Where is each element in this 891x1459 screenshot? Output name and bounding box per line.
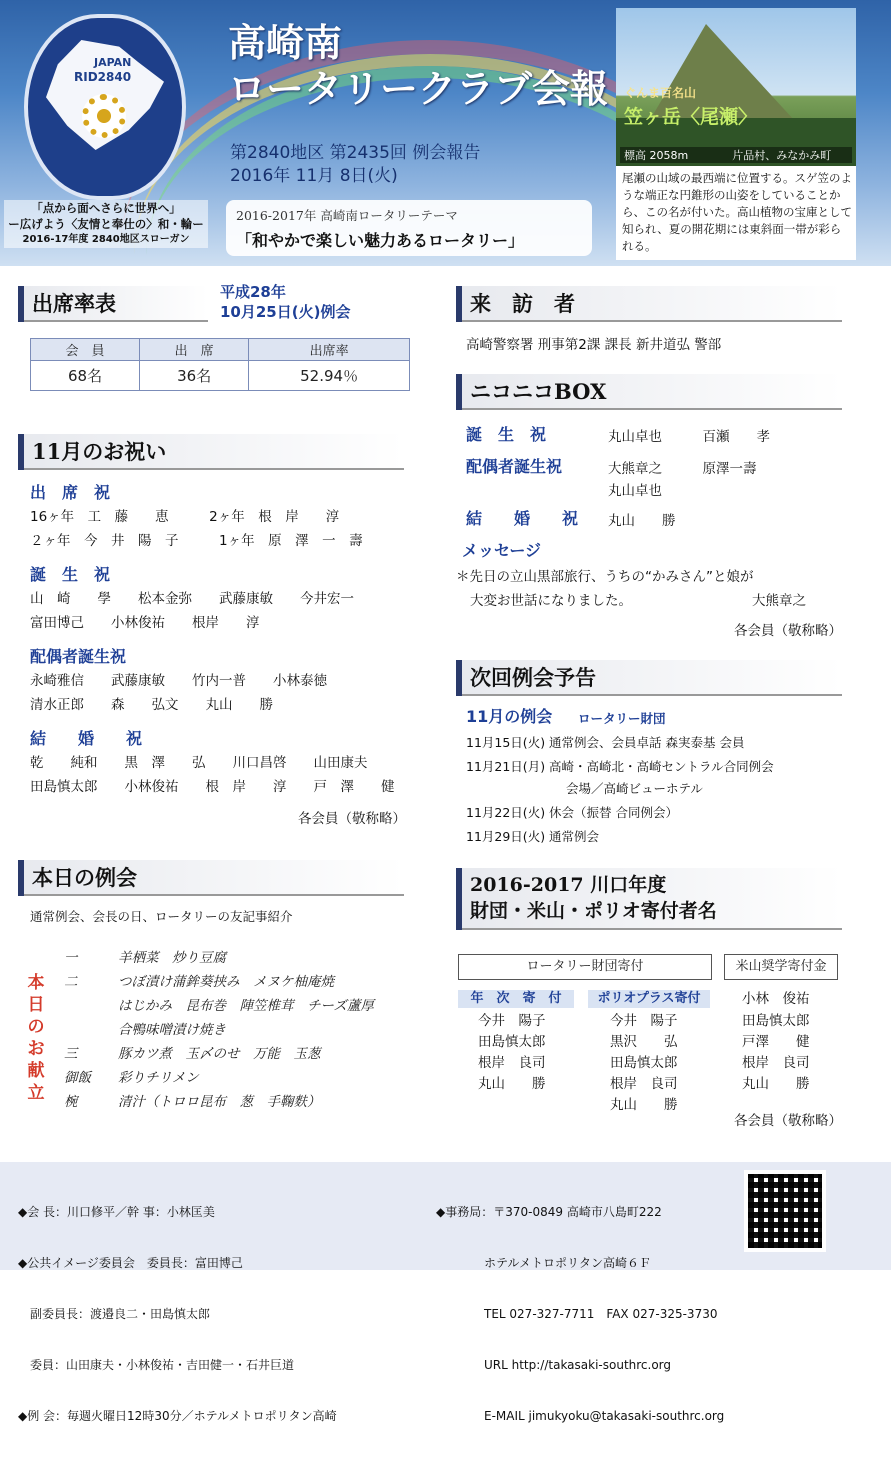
heading-text: 次回例会予告 (470, 665, 596, 690)
table-header-cell: 出席率 (249, 339, 410, 361)
table-cell: 52.94％ (249, 361, 410, 391)
heading-bar (18, 434, 24, 470)
list-item: 丸山卓也 (608, 483, 662, 499)
section-nikoniko-heading (456, 374, 842, 410)
section-today-heading (18, 860, 404, 896)
foundation-box: ロータリー財団寄付 (458, 954, 712, 980)
list-item: 田島慎太郎 (478, 1034, 546, 1050)
section-visitors-heading (456, 286, 842, 322)
heading-text: 11月のお祝い (32, 439, 167, 464)
logo-rid-text: RID2840 (74, 70, 132, 84)
table-row (31, 361, 410, 391)
list-item: 丸山 勝 (478, 1076, 546, 1092)
schedule-item: 11月21日(月) 高崎・高崎北・高崎セントラル合同例会 (466, 759, 774, 774)
meeting-number: 第2840地区 第2435回 例会報告 (230, 143, 481, 163)
list-item: ２ヶ年 今 井 陽 子 1ヶ年 原 澤 一 壽 (30, 533, 363, 549)
list-item: 田島慎太郎 (742, 1013, 810, 1029)
menu-item: 二 つぼ漬け蒲鉾葵挟み メヌケ柚庵焼 (64, 974, 334, 990)
attendance-date-year: 平成28年 (220, 283, 286, 301)
meeting-date: 2016年 11月 8日(火) (230, 166, 398, 186)
qr-code-icon[interactable] (744, 1170, 826, 1252)
footer-officers (18, 1170, 337, 1459)
table-header-cell: 会 員 (31, 339, 140, 361)
schedule-item: 11月22日(火) 休会（振替 合同例会） (466, 805, 679, 820)
list-item: 丸山 勝 (608, 513, 676, 529)
header-banner (0, 0, 891, 266)
list-item: 大熊章之 原澤一壽 (608, 461, 757, 477)
photo-caption: ぐんま百名山 (624, 86, 697, 100)
attendance-date: 10月25日(火)例会 (220, 303, 351, 321)
schedule-item: 会場／高崎ビューホテル (466, 781, 703, 796)
rotary-wheel-icon (82, 94, 126, 138)
heading-bar (18, 286, 24, 322)
meeting-info (230, 142, 480, 188)
mountain-feature (616, 8, 856, 260)
message-text: ＊先日の立山黒部旅行、うちの“かみさん”と娘が (456, 569, 754, 585)
footer-line: ◆事務局：〒370-0849 高崎市八島町222 (436, 1205, 662, 1219)
list-item: 今井 陽子 (610, 1013, 678, 1029)
heading-bar (456, 374, 462, 410)
section-attendance-heading (18, 286, 208, 322)
honorific-note: 各会員（敬称略） (734, 623, 842, 639)
list-item: 根岸 良司 (742, 1055, 810, 1071)
list-item: 根岸 良司 (610, 1076, 678, 1092)
heading-text: 来 訪 者 (470, 291, 575, 316)
footer-line: TEL 027-327-7711 FAX 027-325-3730 (436, 1307, 718, 1321)
footer (0, 1162, 891, 1423)
footer-line: ◆公共イメージ委員会 委員長：富田博己 (18, 1256, 243, 1270)
list-item: 丸山 勝 (742, 1076, 810, 1092)
menu-side-label (26, 972, 46, 1104)
message-title: メッセージ (462, 541, 542, 560)
menu-side-char: 立 (27, 1083, 45, 1103)
next-month-subtitle: ロータリー財団 (578, 711, 666, 726)
list-item: 清水正郎 森 弘文 丸山 勝 (30, 697, 273, 713)
nikoniko-wedding-title: 結 婚 祝 (466, 509, 579, 528)
schedule-item: 11月15日(火) 通常例会、会員卓話 森実泰基 会員 (466, 735, 745, 750)
attendance-celebration-title: 出 席 祝 (30, 483, 111, 502)
today-description: 通常例会、会長の日、ロータリーの友記事紹介 (30, 909, 293, 924)
menu-item: 合鴨味噌漬け焼き (64, 1022, 226, 1038)
nikoniko-spouse-title: 配偶者誕生祝 (466, 457, 563, 476)
title-line: 高崎南 (228, 20, 343, 65)
menu-item: 一 羊栖菜 炒り豆腐 (64, 950, 226, 966)
heading-text: 2016-2017 川口年度 (470, 874, 667, 896)
footer-url[interactable]: URL http://takasaki-southrc.org (436, 1358, 672, 1372)
list-item: 16ヶ年 工 藤 恵 2ヶ年 根 岸 淳 (30, 509, 340, 525)
list-item: 富田博己 小林俊祐 根岸 淳 (30, 615, 260, 631)
section-donors-heading (456, 868, 842, 930)
district-slogan (4, 200, 208, 248)
heading-text: 本日の例会 (32, 865, 137, 890)
mountain-description: 尾瀬の山域の最西端に位置する。スゲ笠のような端正な円錐形の山姿をしていることから、この名が付いた。高山植物の宝庫として知られ、夏の開花期には東斜面一帯が彩られる。 (622, 171, 852, 253)
photo-caption-elevation: 標高 2058m 片品村、みなかみ町 (620, 147, 852, 163)
theme-year: 2016-2017年 高崎南ロータリーテーマ (236, 208, 458, 223)
list-item: 丸山卓也 百瀬 孝 (608, 429, 770, 445)
birthday-title: 誕 生 祝 (30, 565, 111, 584)
list-item: 戸澤 健 (742, 1034, 810, 1050)
honorific-note: 各会員（敬称略） (298, 811, 406, 827)
table-header-cell: 出 席 (140, 339, 249, 361)
list-item: 田島慎太郎 小林俊祐 根 岸 淳 戸 澤 健 (30, 779, 395, 795)
newsletter-title (228, 20, 608, 112)
slogan-line: ー広げよう〈友情と奉仕の〉和・輪ー (8, 217, 204, 231)
section-next-meeting-heading (456, 660, 842, 696)
list-item: 根岸 良司 (478, 1055, 546, 1071)
theme-text: 「和やかで楽しい魅力あるロータリー」 (236, 231, 525, 250)
honorific-note: 各会員（敬称略） (734, 1113, 842, 1129)
message-text: 大変お世話になりました。 (470, 593, 632, 609)
logo-japan-text: JAPAN (94, 56, 132, 69)
footer-line: 副委員長：渡邉良二・田島慎太郎 (18, 1307, 211, 1321)
table-cell: 36名 (140, 361, 249, 391)
list-item: 山 崎 學 松本金弥 武藤康敏 今井宏一 (30, 591, 354, 607)
photo-caption-name: 笠ヶ岳〈尾瀬〉 (624, 106, 758, 128)
footer-email[interactable]: E-MAIL jimukyoku@takasaki-southrc.org (436, 1409, 725, 1423)
yoneyama-box: 米山奨学寄付金 (724, 954, 838, 980)
spouse-birthday-title: 配偶者誕生祝 (30, 647, 127, 666)
menu-item: 三 豚カツ煮 玉〆のせ 万能 玉葱 (64, 1046, 321, 1062)
slogan-line: 「点から面へさらに世界へ」 (31, 201, 181, 215)
slogan-caption: 2016-17年度 2840地区スローガン (22, 234, 190, 245)
table-header-row (31, 339, 410, 361)
menu-item: はじかみ 昆布巻 陣笠椎茸 チーズ蘆厚 (64, 998, 374, 1014)
table-cell: 68名 (31, 361, 140, 391)
nikoniko-birthday-title: 誕 生 祝 (466, 425, 547, 444)
menu-side-char: 本 (27, 973, 45, 993)
schedule-item: 11月29日(火) 通常例会 (466, 829, 600, 844)
annual-label: 年 次 寄 付 (458, 990, 574, 1008)
heading-bar (18, 860, 24, 896)
wedding-title: 結 婚 祝 (30, 729, 143, 748)
footer-line: ◆会 長：川口修平／幹 事：小林匡美 (18, 1205, 215, 1219)
theme-box (226, 200, 592, 256)
menu-side-char: の (27, 1017, 45, 1037)
list-item: 今井 陽子 (478, 1013, 546, 1029)
heading-bar (456, 286, 462, 322)
section-celebrations-heading (18, 434, 404, 470)
list-item: 永崎雅信 武藤康敏 竹内一普 小林泰徳 (30, 673, 327, 689)
footer-line: ホテルメトロポリタン高崎６Ｆ (436, 1256, 652, 1270)
mountain-photo (616, 8, 856, 166)
menu-side-char: 日 (27, 995, 45, 1015)
next-month-title: 11月の例会 (466, 707, 553, 726)
list-item: 乾 純和 黒 澤 弘 川口昌啓 山田康夫 (30, 755, 368, 771)
attendance-table (30, 338, 410, 391)
list-item: 黒沢 弘 (610, 1034, 678, 1050)
footer-line: 委員：山田康夫・小林俊祐・吉田健一・石井巨道 (18, 1358, 295, 1372)
heading-bar (456, 660, 462, 696)
list-item: 小林 俊祐 (742, 991, 810, 1007)
menu-side-char: お (27, 1039, 45, 1059)
heading-bar (456, 868, 462, 930)
heading-text: 出席率表 (32, 291, 116, 316)
visitor-text: 高崎警察署 刑事第2課 課長 新井道弘 警部 (466, 337, 722, 353)
title-line: ロータリークラブ会報 (228, 66, 609, 111)
footer-contact (436, 1170, 724, 1459)
list-item: 丸山 勝 (610, 1097, 678, 1113)
club-logo (24, 14, 186, 200)
message-signature: 大熊章之 (752, 593, 806, 609)
menu-item: 御飯 彩りチリメン (64, 1070, 199, 1086)
list-item: 田島慎太郎 (610, 1055, 678, 1071)
menu-item: 椀 清汁（トロロ昆布 葱 手鞠麩） (64, 1094, 321, 1110)
polio-label: ポリオプラス寄付 (588, 990, 710, 1008)
menu-side-char: 献 (27, 1061, 45, 1081)
heading-text: ニコニコBOX (470, 379, 607, 404)
footer-line: ◆例 会：毎週火曜日12時30分／ホテルメトロポリタン高崎 (18, 1409, 337, 1423)
heading-text: 財団・米山・ポリオ寄付者名 (470, 900, 717, 922)
